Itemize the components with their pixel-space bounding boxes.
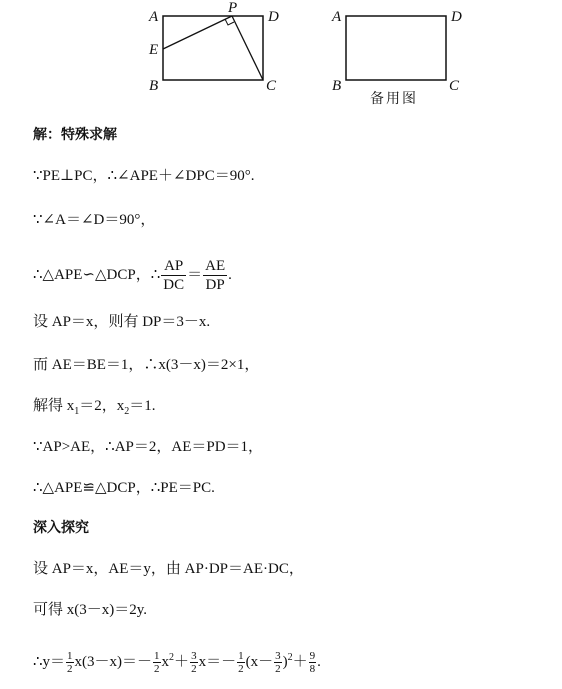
fraction-numerator: 1	[67, 650, 73, 663]
step-equation	[33, 355, 259, 375]
fraction-three-halves	[274, 650, 282, 675]
step-explore-equation: 可得 x(3－x)＝2y.	[33, 602, 148, 618]
fraction-denominator: DC	[163, 277, 185, 293]
fraction-numerator: 9	[309, 650, 316, 663]
segment-pc	[232, 16, 263, 80]
label-a: A	[149, 9, 159, 25]
ae-be: 而 AE＝BE＝1，	[33, 357, 144, 373]
label-b-backup: B	[332, 78, 342, 94]
subscript-2: 2	[124, 406, 130, 417]
fraction-numerator: AP	[161, 257, 186, 276]
solve-x2: ＝1.	[129, 398, 156, 414]
similar-text: ∴△APE∽△DCP，∴	[33, 266, 161, 283]
expr-part: (x－	[245, 654, 274, 670]
label-c-backup: C	[449, 78, 460, 94]
step-set-variable	[33, 312, 210, 332]
superscript-2: 2	[287, 652, 293, 663]
fraction-three-halves	[190, 650, 198, 675]
label-d-backup: D	[451, 9, 462, 25]
period: .	[228, 266, 232, 283]
subscript-1: 1	[74, 406, 80, 417]
step-compare: ∵AP>AE，∴AP＝2，AE＝PD＝1，	[33, 439, 264, 455]
step-congruent: ∴△APE≌△DCP，∴PE＝PC.	[33, 480, 215, 496]
solution-heading: 解：特殊求解	[33, 127, 117, 143]
fraction-numerator: 3	[275, 650, 281, 663]
step-perpendicular: ∵PE⊥PC，∴∠APE＋∠DPC＝90°.	[33, 168, 255, 184]
fraction-denominator: 2	[191, 663, 197, 676]
segment-pe	[163, 16, 232, 49]
fraction-denominator: 2	[154, 663, 160, 676]
fraction-half	[66, 650, 74, 675]
label-e: E	[149, 42, 159, 58]
rectangle-abcd-backup	[346, 16, 446, 80]
label-b: B	[149, 78, 159, 94]
expr-part: ∴y＝	[33, 654, 66, 670]
step-similar-triangles	[33, 257, 232, 294]
label-d: D	[268, 9, 279, 25]
expr-part: )	[282, 654, 288, 670]
expr-part: x＝－	[198, 654, 237, 670]
fraction-half	[237, 650, 245, 675]
fraction-denominator: 8	[309, 663, 316, 676]
solve-x1: ＝2，x	[79, 398, 125, 414]
label-a-backup: A	[332, 9, 342, 25]
right-angle-mark	[225, 19, 234, 25]
ratio-ae-dp	[203, 257, 227, 294]
figure-caption: 备用图	[370, 92, 418, 107]
step-quadratic	[33, 648, 321, 675]
fraction-denominator: 2	[67, 663, 73, 676]
step-solve	[33, 396, 156, 422]
superscript-2: 2	[169, 652, 175, 663]
fraction-denominator: DP	[205, 277, 225, 293]
expr-part: ＋	[292, 654, 308, 670]
fraction-denominator: 2	[275, 663, 281, 676]
solve-text: 解得 x	[33, 398, 75, 414]
then-dp: 则有 DP＝3－x.	[108, 314, 211, 330]
step-right-angles: ∵∠A＝∠D＝90°，	[33, 212, 156, 228]
fraction-numerator: AE	[205, 258, 226, 274]
fraction-denominator: 2	[238, 663, 244, 676]
fraction-half	[153, 650, 161, 675]
fraction-numerator: 1	[154, 650, 160, 663]
label-p: P	[228, 0, 238, 16]
figure-backup	[331, 9, 462, 107]
equation-x: ∴x(3－x)＝2×1，	[143, 357, 260, 373]
fraction-numerator: 1	[238, 650, 244, 663]
label-c: C	[266, 78, 277, 94]
fraction-nine-eighths	[309, 650, 317, 675]
ratio-ap-dc	[161, 257, 186, 294]
figure-main	[148, 0, 279, 94]
fraction-numerator: 3	[191, 650, 197, 663]
expr-part: .	[317, 654, 321, 670]
explore-heading: 深入探究	[33, 520, 89, 536]
expr-part: x	[161, 654, 170, 670]
step-explore-set: 设 AP＝x，AE＝y，由 AP·DP＝AE·DC，	[33, 561, 304, 577]
expr-part: ＋	[174, 654, 190, 670]
equals-sign: ＝	[187, 266, 203, 283]
expr-part: x(3－x)＝－	[74, 654, 153, 670]
geometry-figures	[0, 0, 562, 118]
set-ap: 设 AP＝x，	[33, 314, 109, 330]
